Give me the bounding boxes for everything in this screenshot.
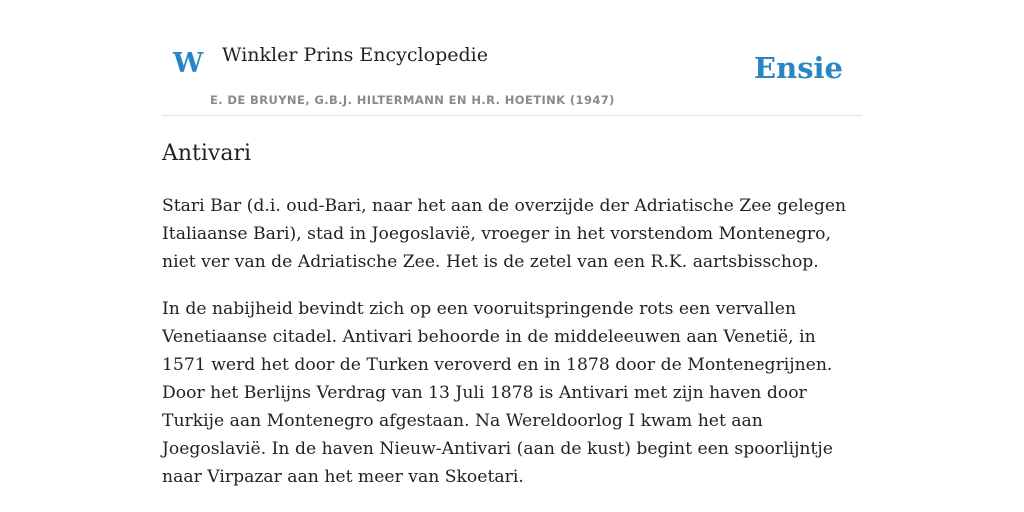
ensie-brand-link[interactable]: Ensie	[754, 51, 843, 85]
winkler-prins-logo[interactable]: W	[173, 48, 204, 79]
page	[162, 0, 862, 487]
entry-paragraph-2: In de nabijheid bevindt zich op een vooruitspringende rots een vervallen Venetiaanse citadel. Antivari behoorde in de middeleeuwen aan Venetië, in 1571 werd het door de Turken veroverd en in 1878 door de Montenegrijnen. Door het Berlijns Verdrag van 13 Juli 1878 is Antivari met zijn haven door Turkije aan Montenegro afgestaan. Na Wereldoorlog I kwam het aan Joegoslavië. In de haven Nieuw-Antivari (aan de kust) begint een spoorlijntje naar Virpazar aan het meer van Skoetari.	[162, 299, 833, 487]
site-header	[162, 0, 862, 116]
site-title[interactable]: Winkler Prins Encyclopedie	[222, 44, 488, 66]
entry-title: Antivari	[162, 141, 252, 166]
site-subtitle: E. DE BRUYNE, G.B.J. HILTERMANN EN H.R. HOETINK (1947)	[210, 93, 615, 107]
entry-body	[162, 192, 862, 510]
entry-paragraph-1: Stari Bar (d.i. oud-Bari, naar het aan de overzijde der Adriatische Zee gelegen Italiaanse Bari), stad in Joegoslavië, vroeger in het vorstendom Montenegro, niet ver van de Adriatische Zee. Het is de zetel van een R.K. aartsbisschop.	[162, 196, 847, 272]
